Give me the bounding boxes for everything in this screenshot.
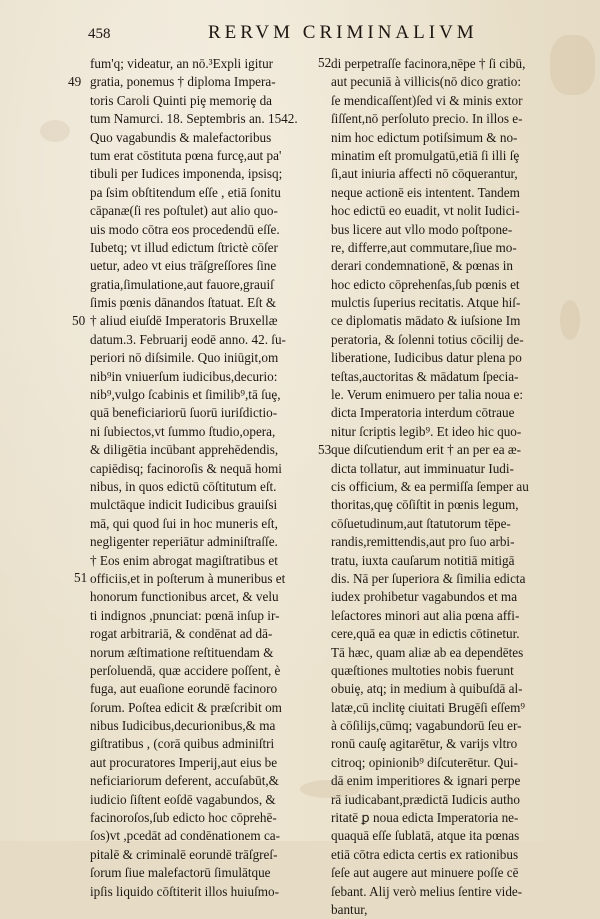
text-line: quā beneficiariorū ſuorū iuriſdictio- [90,405,278,421]
text-line: dicta Imperatoria interdum cōtraue [331,405,515,421]
text-line: peratoria, & ſolenni totius cōcilij de- [331,331,524,347]
text-line: cōſuetudinum,aut ſtatutorum tēpe- [331,515,511,531]
text-line: uetur, adeo vt eius trāſgreſſores ſine [90,258,277,274]
text-line: capiēdisq; facinoroſis & nequā homi [90,460,282,476]
text-line: officiis,et in poſterum à muneribus et [90,570,286,586]
text-line: fum'q; videatur, an nō.³Expli igitur [90,56,274,71]
text-line: randis,remittendis,aut pro ſuo arbi- [331,534,515,550]
text-line: le. Verum enimuero per talia noua e: [331,387,524,403]
margin-number: 52 [318,55,332,70]
text-line: periori nō diſsimile. Quo iniūgit,om [90,350,279,366]
text-line: quæſtiones multoties nobis fuerunt [331,662,514,678]
left-text-column [90,55,325,901]
page-header [88,20,558,46]
text-line: liberatione, Iudicibus datur plena po [331,350,522,366]
text-line: ſorum ſiue malefactorū ſimulātque [90,865,271,881]
text-line: ſiſſent,nō perſoluto precio. In illos e- [331,111,523,127]
text-line: leſactores minori aut alia pœna affi- [331,607,520,623]
text-line: neque actionē eis intentent. Tandem [331,184,520,200]
margin-number: 53 [318,442,332,457]
text-line: ſi,aut iniuria affecti nō cōquerantur, [331,166,518,182]
text-line: ti indignos ,pnunciat: pœnā inſup ir- [90,607,280,623]
text-line: gratia,ſimulatione,aut fauore,grauiſ [90,276,274,292]
text-line: rogat arbitrariā, & condēnat ad dā- [90,626,273,642]
text-line: mā, qui quod ſui in hoc muneris eſt, [90,515,278,531]
text-line: ritatē ꝑ noua edicta Imperatoria ne- [331,810,519,826]
text-line: † Eos enim abrogat magiſtratibus et [90,552,278,568]
text-line: dis. Nā per ſuperiora & ſimilia edicta [331,570,526,586]
text-line: latæ,cū inclitȩ ciuitati Brugēſi eſſem⁹ [331,699,525,715]
text-line: ce diplomatis mādato & iuſsione Im [331,313,521,329]
text-line: ſorum. Poſtea edicit & præſcribit om [90,699,282,715]
text-line: facinoroſos,ſub edicto hoc cōprehē- [90,810,277,826]
text-line: datum.3. Februarij eodē anno. 42. ſu- [90,331,286,347]
text-line: ſebant. Alij verò melius ſentire vide- [331,883,523,899]
foxing-stain [40,120,70,142]
text-line: ni ſubiectos,vt ſummo ſtudio,opera, [90,423,276,439]
text-line: ſimis pœnis dānandos ſtatuat. Eſt & [90,295,277,311]
text-line: ronū cauſȩ agitarētur, & varijs vltro [331,736,518,752]
page-number: 458 [88,26,111,42]
text-line: dā enim imperitiores & ignari perpe [331,773,521,789]
text-line: di perpetraſſe facinora,nēpe † ſi cibū, [331,56,526,71]
text-line: rā iudicabant,prædictā Iudicis autho [331,791,520,807]
text-line: † aliud eiuſdē Imperatoris Bruxellæ [90,313,278,329]
text-line: iudicio ſiſtent eoſdē vagabundos, & [90,791,276,807]
text-line: nib⁹in vniuerſum iudicibus,decurio: [90,368,278,384]
text-line: cāpanæ(ſi res poſtulet) aut alio quo- [90,203,278,219]
text-line: fuga, aut euaſione eorundē facinoro [90,681,278,697]
text-line: uis modo cōtra eos procedendū eſſe. [90,221,280,237]
text-line: derari condemnationē, & pœnas in [331,258,514,274]
text-line: pa ſsim obſtitendum eſſe , etiā ſonitu [90,184,281,200]
text-line: iudex prohibetur vagabundos et ma [331,589,518,605]
text-line: que diſcutiendum erit † an per ea æ- [331,442,522,458]
text-line: tum Namurci. 18. Septembris an. 1542. [90,111,298,127]
text-line: à cōſilijs,cūmq; vagabundorū ſeu er- [331,718,522,734]
text-line: giſtratibus , (corā quibus adminiſtri [90,736,275,752]
text-line: honorum functionibus arcet, & velu [90,589,279,605]
text-line: cis officium, & ea permiſſa ſemper au [331,478,529,494]
text-line: nib⁹,vulgo ſcabinis et ſimilib⁹,tā ſuȩ, [90,387,281,403]
margin-number: 51 [74,570,88,585]
running-head: RERVM CRIMINALIVM [208,22,478,43]
text-line: teſtas,auctoritas & mādatum ſpecia- [331,368,519,384]
text-line: quaquā eſſe ſublatā, atque ita pœnas [331,828,520,844]
text-line: toris Caroli Quinti piȩ memoriȩ da [90,92,273,108]
text-line: hoc edicto cōprehenſas,ſub pœnis et [331,276,520,292]
text-line: hoc edictū eo euadit, vt nolit Iudici- [331,203,520,219]
text-line: re, differre,aut commutare,ſiue mo- [331,239,517,255]
text-line: nitur ſcriptis legib⁹. Et ideo hic quo- [331,423,522,439]
text-line: ſeſe aut augere aut minuere poſſe cē [331,865,519,881]
text-line: tratu, iuxta cauſarum notitiā mitigā [331,552,515,568]
text-line: aut pecuniā à villicis(nō dico gratio: [331,74,522,90]
text-line: Iubetq; vt illud edictum ſtrictè cōſer [90,239,278,255]
text-line: pitalē & criminalē eorundē trāſgreſ- [90,846,278,862]
text-line: & diligētia incūbant apprehēdendis, [90,442,279,458]
text-line: ſos)vt ,pcedāt ad condēnationem ca- [90,828,281,844]
text-line: aut procuratores Imperij,aut eius be [90,754,278,770]
text-line: mulctāque indicit Iudicibus grauiſsi [90,497,278,513]
text-line: ſe mendicaſſent)ſed vi & minis extor [331,92,523,108]
text-line: Tā hæc, quam aliæ ab ea dependētes [331,644,524,660]
text-line: ipſis liquido cōſtiterit illos huiuſmo- [90,883,280,899]
text-line: perſoluendā, quæ accidere poſſent, è [90,662,281,678]
text-line: nim hoc edictum potiſsimum & no- [331,129,518,145]
text-line: neficiariorum deferent, accuſabūt,& [90,773,279,789]
margin-number: 50 [72,313,86,328]
text-line: mulctis ſuperius recitatis. Atque hiſ- [331,295,521,311]
text-line: nibus Iudicibus,decurionibus,& ma [90,718,276,734]
text-line: bantur, [331,901,368,917]
text-line: thoritas,quȩ cōſiſtit in pœnis legum, [331,497,519,513]
text-line: minatim eſt promulgatū,etiā ſi illi ſȩ [331,147,520,163]
margin-number: 49 [68,74,82,89]
text-line: etiā cōtra edicta certis ex rationibus [331,846,519,862]
text-line: negligenter reperiātur adminiſtraſſe. [90,534,278,550]
text-line: tibuli per Iudices imponenda, ipsisq; [90,166,283,182]
text-line: tum erat cōstituta pœna furcȩ,aut pa' [90,147,282,163]
text-line: bus licere aut vllo modo poſtpone- [331,221,513,237]
text-line: dicta tollatur, aut imminuatur Iudi- [331,460,514,476]
text-line: norum æſtimatione reſtituendam & [90,644,274,660]
text-line: citroq; opinionib⁹ diſcuterētur. Qui- [331,754,518,770]
text-line: obuiȩ, atq; in medium à quibuſdā al- [331,681,523,697]
text-line: Quo vagabundis & malefactoribus [90,129,272,145]
text-line: cere,quā ea quæ in edictis cōtinetur. [331,626,520,642]
text-line: gratia, ponemus † diploma Impera- [90,74,276,90]
right-text-column [331,55,567,919]
text-line: nibus, in quos edictū cōſtitutum eſt. [90,478,277,494]
